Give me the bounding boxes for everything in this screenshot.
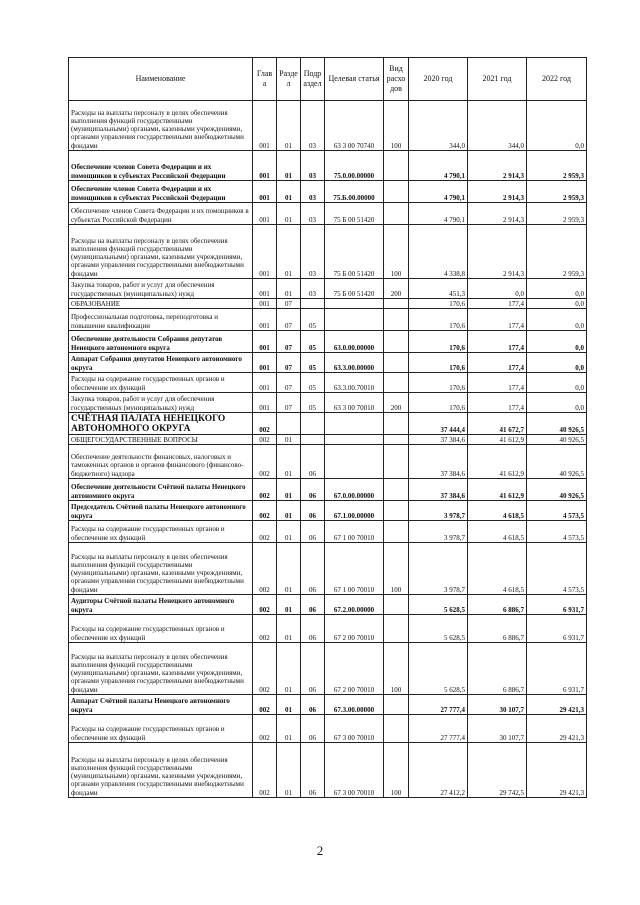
row-razdel: 07 — [277, 299, 301, 309]
row-glava: 001 — [253, 151, 277, 181]
header-target: Целевая статья — [325, 58, 384, 101]
row-2020: 5 628,5 — [409, 595, 468, 615]
row-target — [325, 445, 384, 479]
row-name: Расходы на выплаты персоналу в целях обеспечения выполнения функций государственными (муниципальными) органами, казенными учреждениями, органами управления государственными внебюджетными фондами — [69, 225, 253, 279]
row-2020: 5 628,5 — [409, 643, 468, 695]
row-razdel: 07 — [277, 353, 301, 373]
row-podrazdel: 03 — [301, 101, 325, 151]
row-vid: 200 — [384, 393, 409, 413]
table-row — [69, 393, 587, 413]
row-glava: 001 — [253, 373, 277, 393]
page-number: 2 — [316, 843, 324, 858]
row-2020: 170,6 — [409, 309, 468, 331]
row-2022: 0,0 — [527, 299, 587, 309]
row-2021: 30 107,7 — [468, 695, 527, 715]
table-row — [69, 435, 587, 445]
row-target: 75 Б 00 51420 — [325, 203, 384, 225]
header-2020: 2020 год — [409, 58, 468, 101]
row-2020: 170,6 — [409, 353, 468, 373]
row-2022: 6 931,7 — [527, 615, 587, 643]
row-target: 75 Б 00 51420 — [325, 225, 384, 279]
row-target: 75.0.00.00000 — [325, 151, 384, 181]
row-podrazdel: 06 — [301, 445, 325, 479]
table-row — [69, 595, 587, 615]
row-vid — [384, 479, 409, 501]
row-name: Закупка товаров, работ и услуг для обеспечения государственных (муниципальных) нужд — [69, 393, 253, 413]
table-row — [69, 203, 587, 225]
row-target: 63.3.00.70010 — [325, 373, 384, 393]
row-target: 67 2 00 70010 — [325, 615, 384, 643]
row-2022: 0,0 — [527, 373, 587, 393]
row-podrazdel: 03 — [301, 279, 325, 299]
row-podrazdel — [301, 299, 325, 309]
row-2020: 3 978,7 — [409, 543, 468, 595]
row-target: 67 2 00 70010 — [325, 643, 384, 695]
row-razdel: 01 — [277, 615, 301, 643]
row-2020: 37 384,6 — [409, 445, 468, 479]
row-glava: 001 — [253, 309, 277, 331]
table-row — [69, 413, 587, 435]
row-vid — [384, 181, 409, 203]
row-2022: 40 926,5 — [527, 445, 587, 479]
row-glava: 002 — [253, 543, 277, 595]
row-vid: 100 — [384, 743, 409, 798]
row-name: Расходы на содержание государственных органов и обеспечение их функций — [69, 615, 253, 643]
row-name: Расходы на содержание государственных органов и обеспечение их функций — [69, 521, 253, 543]
row-2021: 0,0 — [468, 279, 527, 299]
row-target: 63 3 00 70010 — [325, 393, 384, 413]
row-razdel: 01 — [277, 445, 301, 479]
row-podrazdel: 06 — [301, 595, 325, 615]
row-name: Расходы на выплаты персоналу в целях обеспечения выполнения функций государственными (муниципальными) органами, казенными учреждениями, органами управления государственными внебюджетными фондами — [69, 543, 253, 595]
row-2020: 27 412,2 — [409, 743, 468, 798]
table-row — [69, 479, 587, 501]
row-2022: 40 926,5 — [527, 479, 587, 501]
row-2022: 0,0 — [527, 331, 587, 353]
row-target: 67.2.00.00000 — [325, 595, 384, 615]
row-name: Расходы на выплаты персоналу в целях обеспечения выполнения функций государственными (муниципальными) органами, казенными учреждениями, органами управления государственными внебюджетными фондами — [69, 101, 253, 151]
header-podrazdel: Подр аздел — [301, 58, 325, 101]
row-2021: 2 914,3 — [468, 151, 527, 181]
row-2020: 27 777,4 — [409, 715, 468, 743]
row-2021: 2 914,3 — [468, 181, 527, 203]
row-name: Обеспечение членов Совета Федерации и их помощников в субъектах Российской Федерации — [69, 203, 253, 225]
row-target — [325, 309, 384, 331]
row-glava: 002 — [253, 715, 277, 743]
row-podrazdel: 06 — [301, 743, 325, 798]
header-2022: 2022 год — [527, 58, 587, 101]
row-razdel: 01 — [277, 479, 301, 501]
row-2020: 37 384,6 — [409, 479, 468, 501]
row-2020: 170,6 — [409, 393, 468, 413]
row-razdel — [277, 413, 301, 435]
row-razdel: 07 — [277, 309, 301, 331]
row-razdel: 01 — [277, 151, 301, 181]
row-name: Обеспечение членов Совета Федерации и их помощников в субъектах Российской Федерации — [69, 151, 253, 181]
row-podrazdel: 03 — [301, 203, 325, 225]
row-glava: 001 — [253, 203, 277, 225]
row-razdel: 01 — [277, 203, 301, 225]
row-target: 67.0.00.00000 — [325, 479, 384, 501]
table-row — [69, 353, 587, 373]
header-razdel: Разде л — [277, 58, 301, 101]
row-glava: 001 — [253, 331, 277, 353]
row-2021: 2 914,3 — [468, 225, 527, 279]
row-podrazdel: 06 — [301, 643, 325, 695]
table-row — [69, 543, 587, 595]
row-razdel: 01 — [277, 695, 301, 715]
row-target: 63 3 00 70740 — [325, 101, 384, 151]
row-podrazdel: 05 — [301, 331, 325, 353]
row-2020: 344,0 — [409, 101, 468, 151]
row-name: ОБЩЕГОСУДАРСТВЕННЫЕ ВОПРОСЫ — [69, 435, 253, 445]
row-podrazdel: 03 — [301, 225, 325, 279]
row-podrazdel: 06 — [301, 615, 325, 643]
row-glava: 002 — [253, 479, 277, 501]
row-name: ОБРАЗОВАНИЕ — [69, 299, 253, 309]
row-razdel: 01 — [277, 521, 301, 543]
row-target: 67 3 00 70010 — [325, 715, 384, 743]
row-razdel: 01 — [277, 501, 301, 521]
row-vid: 100 — [384, 101, 409, 151]
row-vid — [384, 615, 409, 643]
row-name: Председатель Счётной палаты Ненецкого автономного округа — [69, 501, 253, 521]
table-row — [69, 101, 587, 151]
table-row — [69, 743, 587, 798]
row-2022: 2 959,3 — [527, 225, 587, 279]
row-razdel: 01 — [277, 543, 301, 595]
row-glava: 002 — [253, 521, 277, 543]
row-2020: 37 384,6 — [409, 435, 468, 445]
row-2022: 2 959,3 — [527, 181, 587, 203]
row-2020: 4 790,1 — [409, 203, 468, 225]
row-razdel: 01 — [277, 715, 301, 743]
row-vid — [384, 435, 409, 445]
table-row — [69, 151, 587, 181]
table-row — [69, 181, 587, 203]
table-row — [69, 309, 587, 331]
row-2021: 177,4 — [468, 373, 527, 393]
row-2020: 170,6 — [409, 299, 468, 309]
row-2021: 41 672,7 — [468, 413, 527, 435]
row-2021: 4 618,5 — [468, 501, 527, 521]
row-name: Профессиональная подготовка, переподготовка и повышение квалификации — [69, 309, 253, 331]
row-razdel: 07 — [277, 373, 301, 393]
row-razdel: 01 — [277, 435, 301, 445]
row-podrazdel — [301, 413, 325, 435]
row-2020: 4 790,1 — [409, 181, 468, 203]
row-podrazdel: 05 — [301, 393, 325, 413]
row-name: Аппарат Собрания депутатов Ненецкого автономного округа — [69, 353, 253, 373]
row-2022: 2 959,3 — [527, 203, 587, 225]
row-target: 75 Б 00 51420 — [325, 279, 384, 299]
row-2020: 37 444,4 — [409, 413, 468, 435]
row-razdel: 01 — [277, 101, 301, 151]
table-row — [69, 521, 587, 543]
row-vid — [384, 595, 409, 615]
row-2020: 4 338,8 — [409, 225, 468, 279]
table-row — [69, 501, 587, 521]
row-vid — [384, 413, 409, 435]
row-vid: 200 — [384, 279, 409, 299]
row-target — [325, 299, 384, 309]
header-2021: 2021 год — [468, 58, 527, 101]
row-vid — [384, 373, 409, 393]
table-row — [69, 331, 587, 353]
row-2021: 6 886,7 — [468, 595, 527, 615]
row-2020: 27 777,4 — [409, 695, 468, 715]
row-target: 67 1 00 70010 — [325, 543, 384, 595]
row-vid — [384, 299, 409, 309]
row-2021: 2 914,3 — [468, 203, 527, 225]
row-2021: 4 618,5 — [468, 543, 527, 595]
row-name: Расходы на содержание государственных органов и обеспечение их функций — [69, 715, 253, 743]
row-podrazdel: 06 — [301, 715, 325, 743]
row-target: 67.3.00.00000 — [325, 695, 384, 715]
row-podrazdel: 03 — [301, 151, 325, 181]
row-2021: 177,4 — [468, 393, 527, 413]
table-row — [69, 615, 587, 643]
row-vid — [384, 521, 409, 543]
table-row — [69, 715, 587, 743]
table-row — [69, 373, 587, 393]
row-name: Аппарат Счётной палаты Ненецкого автономного округа — [69, 695, 253, 715]
row-podrazdel: 06 — [301, 501, 325, 521]
header-vid: Вид расхо дов — [384, 58, 409, 101]
row-vid — [384, 695, 409, 715]
row-2020: 3 978,7 — [409, 521, 468, 543]
row-vid — [384, 309, 409, 331]
row-name: Обеспечение членов Совета Федерации и их помощников в субъектах Российской Федерации — [69, 181, 253, 203]
row-2022: 40 926,5 — [527, 413, 587, 435]
table-row — [69, 643, 587, 695]
table-row — [69, 279, 587, 299]
header-name: Наименование — [69, 58, 253, 101]
row-2021: 177,4 — [468, 353, 527, 373]
row-target: 67.1.00.00000 — [325, 501, 384, 521]
row-2020: 3 978,7 — [409, 501, 468, 521]
table-body — [69, 101, 587, 798]
row-2022: 40 926,5 — [527, 435, 587, 445]
row-2022: 4 573,5 — [527, 543, 587, 595]
row-razdel: 01 — [277, 743, 301, 798]
row-2022: 0,0 — [527, 309, 587, 331]
row-target — [325, 435, 384, 445]
row-name: Аудиторы Счётной палаты Ненецкого автономного округа — [69, 595, 253, 615]
row-podrazdel: 06 — [301, 479, 325, 501]
row-vid — [384, 501, 409, 521]
row-2022: 6 931,7 — [527, 643, 587, 695]
row-glava: 001 — [253, 181, 277, 203]
row-2022: 0,0 — [527, 353, 587, 373]
row-glava: 001 — [253, 279, 277, 299]
row-2022: 4 573,5 — [527, 501, 587, 521]
row-glava: 002 — [253, 595, 277, 615]
table-row — [69, 225, 587, 279]
row-razdel: 01 — [277, 279, 301, 299]
row-name: СЧЁТНАЯ ПАЛАТА НЕНЕЦКОГО АВТОНОМНОГО ОКРУГА — [69, 413, 253, 435]
row-podrazdel: 06 — [301, 695, 325, 715]
row-2021: 29 742,5 — [468, 743, 527, 798]
table-header-row — [69, 58, 587, 101]
row-glava: 001 — [253, 393, 277, 413]
row-2022: 29 421,3 — [527, 715, 587, 743]
row-target: 67 1 00 70010 — [325, 521, 384, 543]
row-vid: 100 — [384, 643, 409, 695]
row-name: Обеспечение деятельности Собрания депутатов Ненецкого автономного округа — [69, 331, 253, 353]
row-glava: 002 — [253, 743, 277, 798]
row-podrazdel: 06 — [301, 543, 325, 595]
row-target: 67 3 00 70010 — [325, 743, 384, 798]
row-razdel: 01 — [277, 225, 301, 279]
row-glava: 002 — [253, 695, 277, 715]
row-podrazdel: 06 — [301, 521, 325, 543]
row-2021: 41 612,9 — [468, 479, 527, 501]
row-podrazdel: 05 — [301, 373, 325, 393]
row-2022: 0,0 — [527, 393, 587, 413]
row-2021: 177,4 — [468, 309, 527, 331]
row-2020: 451,3 — [409, 279, 468, 299]
row-glava: 002 — [253, 643, 277, 695]
row-razdel: 07 — [277, 331, 301, 353]
row-2022: 0,0 — [527, 279, 587, 299]
table-row — [69, 299, 587, 309]
row-2021: 4 618,5 — [468, 521, 527, 543]
row-2021: 41 612,9 — [468, 435, 527, 445]
row-target: 75.Б.00.00000 — [325, 181, 384, 203]
header-glava: Глав а — [253, 58, 277, 101]
table-row — [69, 445, 587, 479]
row-razdel: 01 — [277, 181, 301, 203]
row-glava: 001 — [253, 101, 277, 151]
row-glava: 002 — [253, 413, 277, 435]
row-vid — [384, 151, 409, 181]
row-2020: 4 790,1 — [409, 151, 468, 181]
row-2021: 177,4 — [468, 299, 527, 309]
row-vid: 100 — [384, 543, 409, 595]
row-razdel: 01 — [277, 643, 301, 695]
row-vid — [384, 715, 409, 743]
row-2021: 30 107,7 — [468, 715, 527, 743]
row-2021: 6 886,7 — [468, 643, 527, 695]
row-glava: 002 — [253, 501, 277, 521]
table-row — [69, 695, 587, 715]
row-2021: 344,0 — [468, 101, 527, 151]
row-name: Расходы на выплаты персоналу в целях обеспечения выполнения функций государственными (муниципальными) органами, казенными учреждениями, органами управления государственными внебюджетными фондами — [69, 743, 253, 798]
row-target: 63.0.00.00000 — [325, 331, 384, 353]
row-podrazdel: 05 — [301, 353, 325, 373]
row-glava: 001 — [253, 299, 277, 309]
row-name: Обеспечение деятельности финансовых, налоговых и таможенных органов и органов финансового (финансово-бюджетного) надзора — [69, 445, 253, 479]
row-name: Обеспечение деятельности Счётной палаты Ненецкого автономного округа — [69, 479, 253, 501]
row-2020: 5 628,5 — [409, 615, 468, 643]
row-2022: 0,0 — [527, 101, 587, 151]
row-glava: 002 — [253, 615, 277, 643]
row-name: Расходы на выплаты персоналу в целях обеспечения выполнения функций государственными (муниципальными) органами, казенными учреждениями, органами управления государственными внебюджетными фондами — [69, 643, 253, 695]
row-podrazdel — [301, 435, 325, 445]
row-2021: 41 612,9 — [468, 445, 527, 479]
row-2021: 177,4 — [468, 331, 527, 353]
row-name: Закупка товаров, работ и услуг для обеспечения государственных (муниципальных) нужд — [69, 279, 253, 299]
row-glava: 001 — [253, 225, 277, 279]
row-glava: 002 — [253, 435, 277, 445]
row-vid: 100 — [384, 225, 409, 279]
row-name: Расходы на содержание государственных органов и обеспечение их функций — [69, 373, 253, 393]
row-vid — [384, 353, 409, 373]
row-vid — [384, 203, 409, 225]
row-2022: 29 421,3 — [527, 743, 587, 798]
row-2022: 2 959,3 — [527, 151, 587, 181]
row-2020: 170,6 — [409, 373, 468, 393]
row-2022: 6 931,7 — [527, 595, 587, 615]
row-target — [325, 413, 384, 435]
row-2022: 29 421,3 — [527, 695, 587, 715]
row-razdel: 01 — [277, 595, 301, 615]
row-glava: 001 — [253, 353, 277, 373]
row-2020: 170,6 — [409, 331, 468, 353]
row-vid — [384, 445, 409, 479]
row-2021: 6 886,7 — [468, 615, 527, 643]
row-podrazdel: 05 — [301, 309, 325, 331]
row-target: 63.3.00.00000 — [325, 353, 384, 373]
row-vid — [384, 331, 409, 353]
row-glava: 002 — [253, 445, 277, 479]
row-podrazdel: 03 — [301, 181, 325, 203]
row-2022: 4 573,5 — [527, 521, 587, 543]
budget-table — [68, 57, 587, 798]
row-razdel: 07 — [277, 393, 301, 413]
